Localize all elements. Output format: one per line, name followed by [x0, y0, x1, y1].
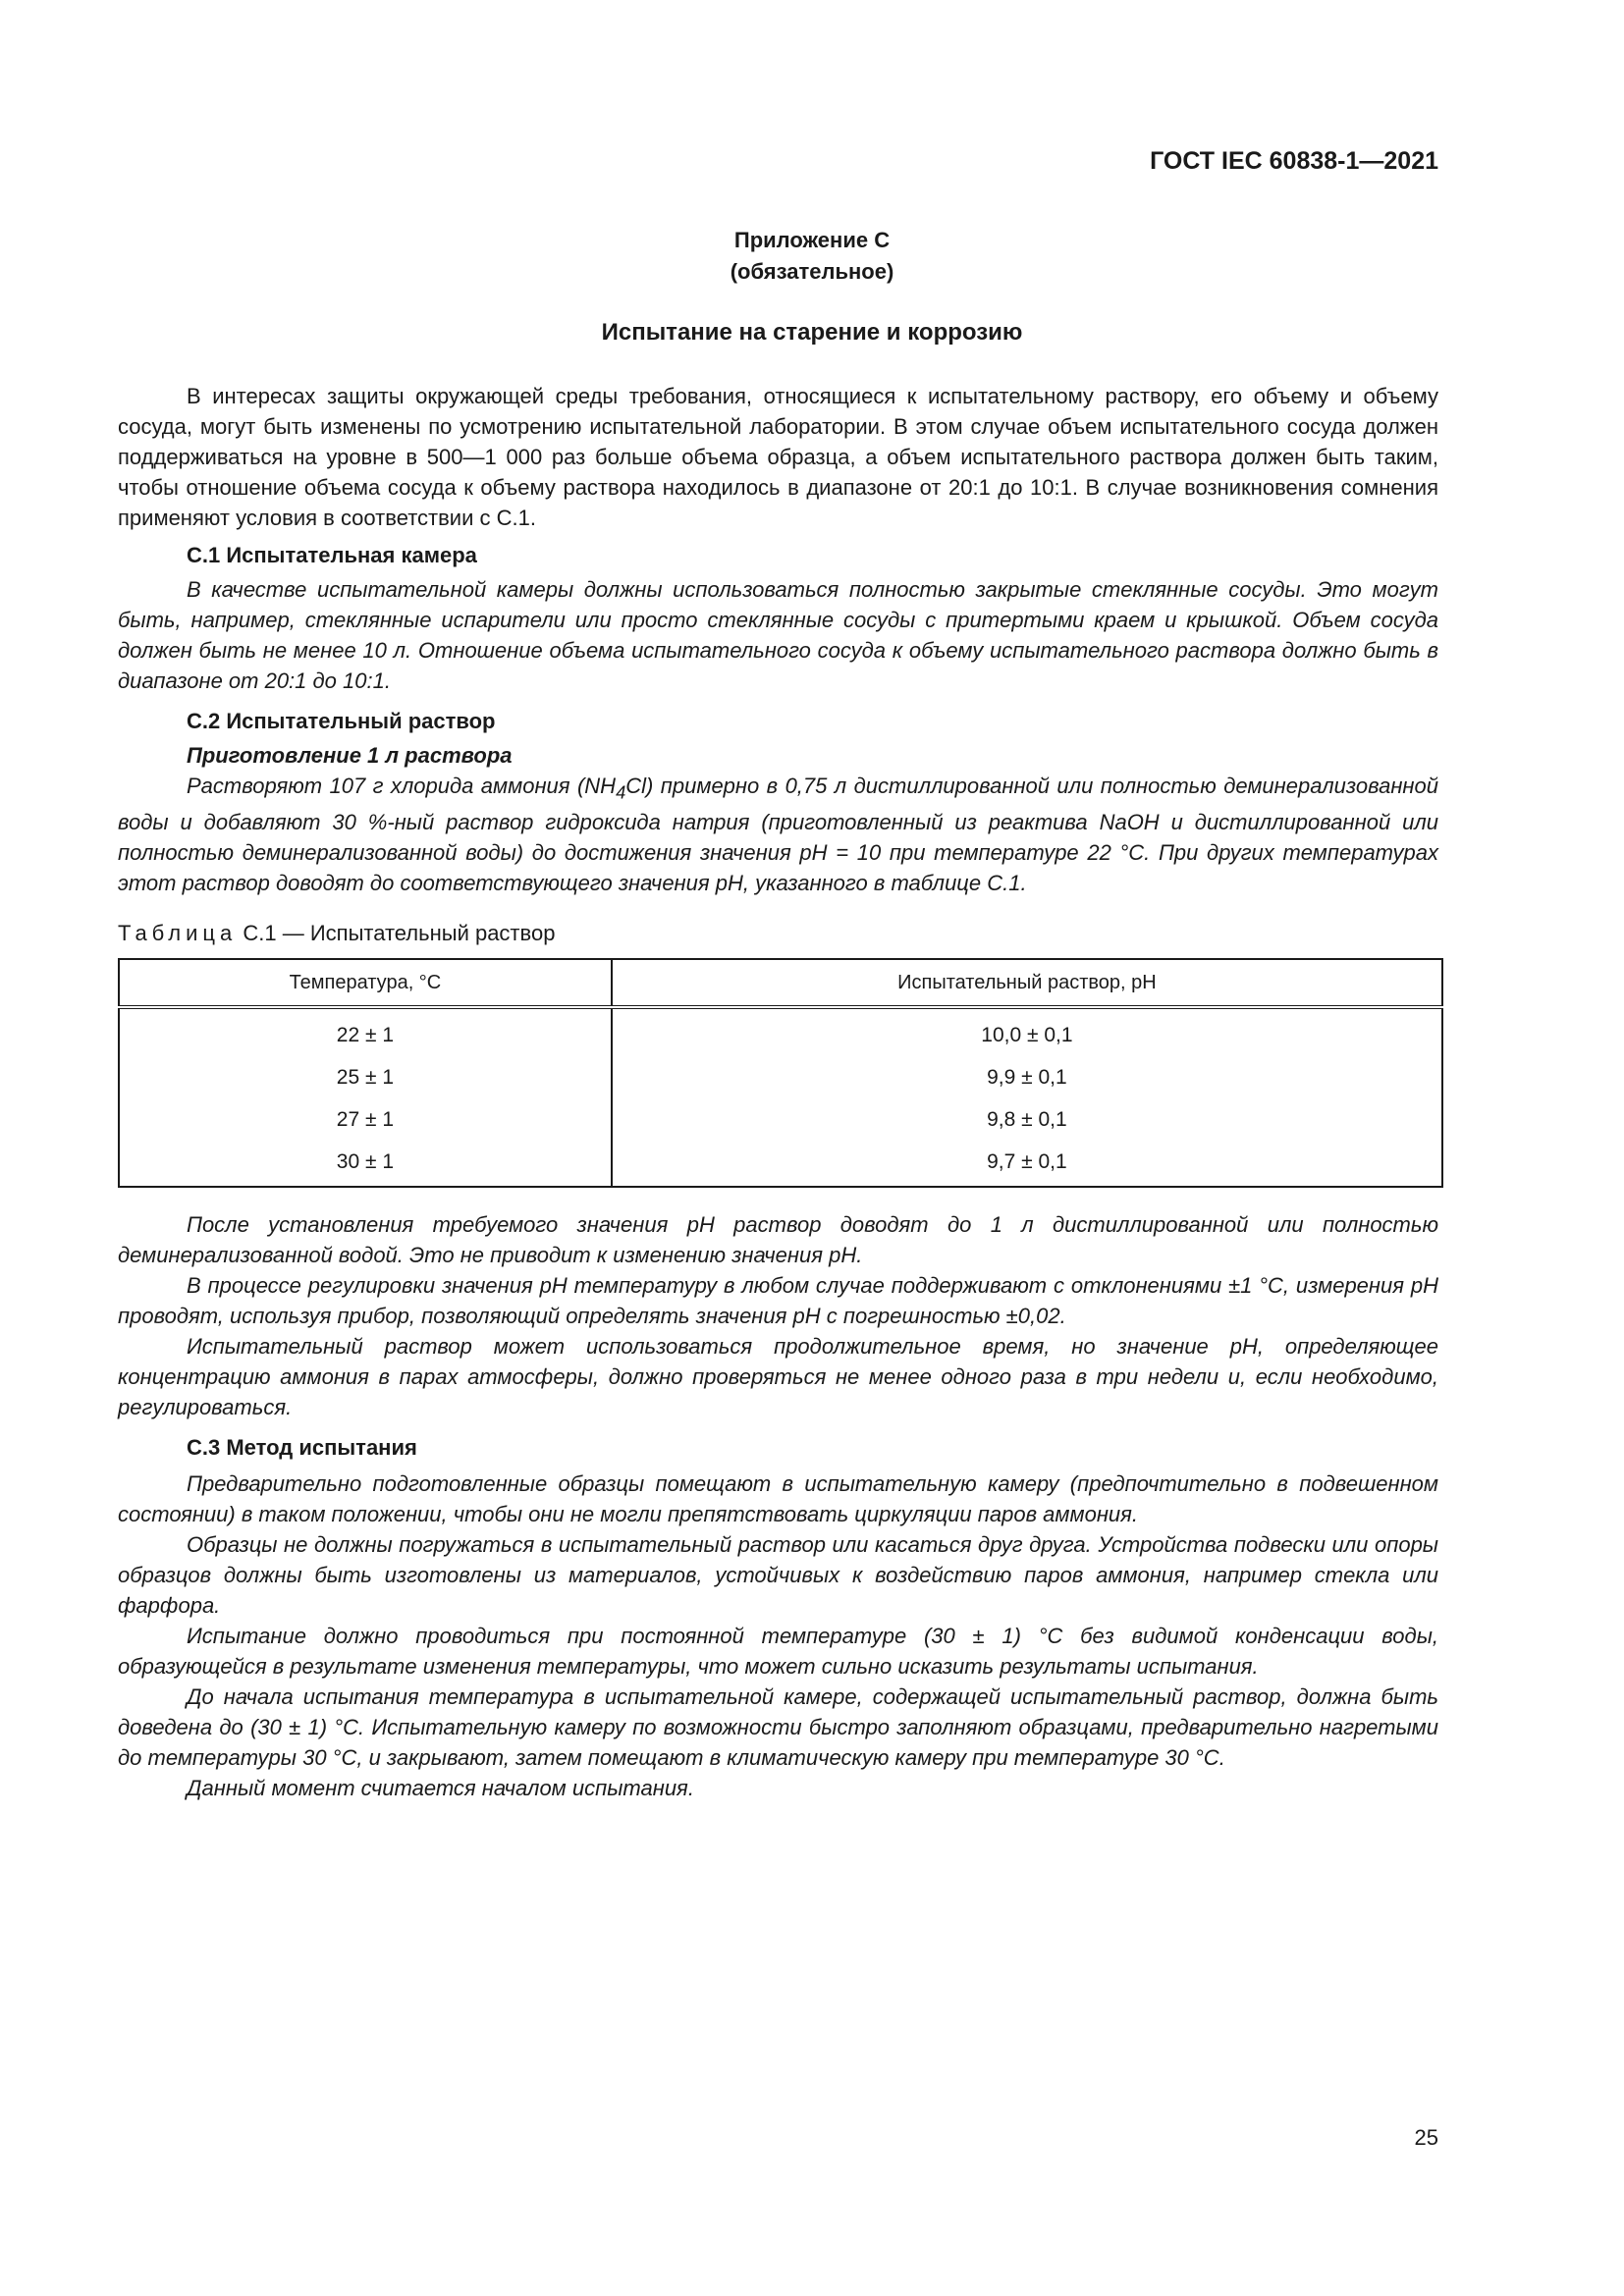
section-c2-heading: С.2 Испытательный раствор [187, 709, 496, 733]
table-title: С.1 — Испытательный раствор [243, 921, 556, 946]
annex-title: Приложение С [733, 228, 891, 252]
column-header: Испытательный раствор, рН [612, 959, 1442, 1007]
post-table-notes [118, 1209, 1438, 1422]
table-header-row [119, 959, 1442, 1007]
paragraph: Образцы не должны погружаться в испытательный раствор или касаться друг друга. Устройства подвески или опоры образцов должны быть изготовлены из материалов, устойчивых к воздействию паров аммония, например стекла или фарфора. [118, 1532, 1438, 1619]
section-c1-heading: С.1 Испытательная камера [187, 543, 477, 567]
ph-cell: 9,9 ± 0,1 [612, 1056, 1442, 1098]
ph-table [118, 958, 1443, 1188]
intro-paragraph: В интересах защиты окружающей среды требования, относящиеся к испытательному раствору, его объему и объему сосуда, могут быть изменены по усмотрению испытательной лаборатории. В этом случае объем испытательного сосуда должен поддерживаться на уровне в 500—1 000 раз больше объема образца, а объем испытательного раствора должен быть таким, чтобы отношение объема сосуда к объему раствора находилось в диапазоне от 20:1 до 10:1. В случае возникновения сомнения применяют условия в соответствии с С.1. [118, 384, 1438, 530]
section-c2-subheading: Приготовление 1 л раствора [187, 743, 513, 768]
paragraph: После установления требуемого значения рН раствор доводят до 1 л дистиллированной или полностью деминерализованной водой. Это не приводит к изменению значения рН. [118, 1212, 1438, 1268]
paragraph: Испытание должно проводиться при постоянной температуре (30 ± 1) °С без видимой конденсации воды, образующейся в результате изменения температуры, что может сильно исказить результаты испытания. [118, 1624, 1438, 1680]
table-row [119, 1141, 1442, 1187]
table-row [119, 1007, 1442, 1056]
page-number: 25 [1414, 2125, 1438, 2150]
ph-cell: 9,8 ± 0,1 [612, 1098, 1442, 1141]
paragraph: В процессе регулировки значения рН температуру в любом случае поддерживают с отклонениями ±1 °С, измерения рН проводят, используя прибор, позволяющий определять значения рН с погрешностью ±0,02. [118, 1273, 1438, 1329]
table-row [119, 1056, 1442, 1098]
temperature-cell: 22 ± 1 [119, 1007, 612, 1056]
temperature-cell: 25 ± 1 [119, 1056, 612, 1098]
ph-cell: 9,7 ± 0,1 [612, 1141, 1442, 1187]
paragraph: Предварительно подготовленные образцы помещают в испытательную камеру (предпочтительно в подвешенном состоянии) в таком положении, чтобы они не могли препятствовать циркуляции паров аммония. [118, 1471, 1438, 1527]
table-row [119, 1098, 1442, 1141]
column-header: Температура, °С [119, 959, 612, 1007]
table-label: Таблица [118, 921, 238, 946]
section-c2-text: Растворяют 107 г хлорида аммония $(NH_4Cl)$ примерно в 0,75 л дистиллированной или полностью деминерализованной воды и добавляют 30 %-ный раствор гидроксида натрия (приготовленный из реактива NaOH и дистиллированной или полностью деминерализованной воды) до достижения значения рН = 10 при температуре 22 °С. При других температурах этот раствор доводят до соответствующего значения рН, указанного в таблице С.1. [118, 774, 1438, 896]
subscript-four: 4 [616, 781, 626, 803]
temperature-cell: 27 ± 1 [119, 1098, 612, 1141]
ph-cell: 10,0 ± 0,1 [612, 1007, 1442, 1056]
temperature-cell: 30 ± 1 [119, 1141, 612, 1187]
paragraph: До начала испытания температура в испытательной камере, содержащей испытательный раствор, должна быть доведена до (30 ± 1) °С. Испытательную камеру по возможности быстро заполняют образцами, предварительно нагретыми до температуры 30 °С, и закрывают, затем помещают в климатическую камеру при температуре 30 °С. [118, 1684, 1438, 1771]
annex-subtitle: (обязательное) [730, 259, 894, 284]
section-c3-heading: С.3 Метод испытания [187, 1435, 417, 1461]
paragraph: Данный момент считается началом испытания. [187, 1776, 694, 1801]
table-caption [118, 918, 1438, 948]
section-c1-text: В качестве испытательной камеры должны использоваться полностью закрытые стеклянные сосуды. Это могут быть, например, стеклянные испарители или просто стеклянные сосуды с притертыми краем и крышкой. Объем сосуда должен быть не менее 10 л. Отношение объема испытательного сосуда к объему испытательного раствора должно быть в диапазоне от 20:1 до 10:1. [118, 577, 1438, 693]
paragraph: Испытательный раствор может использоваться продолжительное время, но значение рН, определяющее концентрацию аммония в парах атмосферы, должно проверяться не менее одного раза в три недели и, если необходимо, регулироваться. [118, 1334, 1438, 1420]
annex-heading: Испытание на старение и коррозию [601, 319, 1023, 346]
standard-designation: ГОСТ IEC 60838-1—2021 [1150, 147, 1438, 175]
document-body [118, 381, 1438, 1803]
